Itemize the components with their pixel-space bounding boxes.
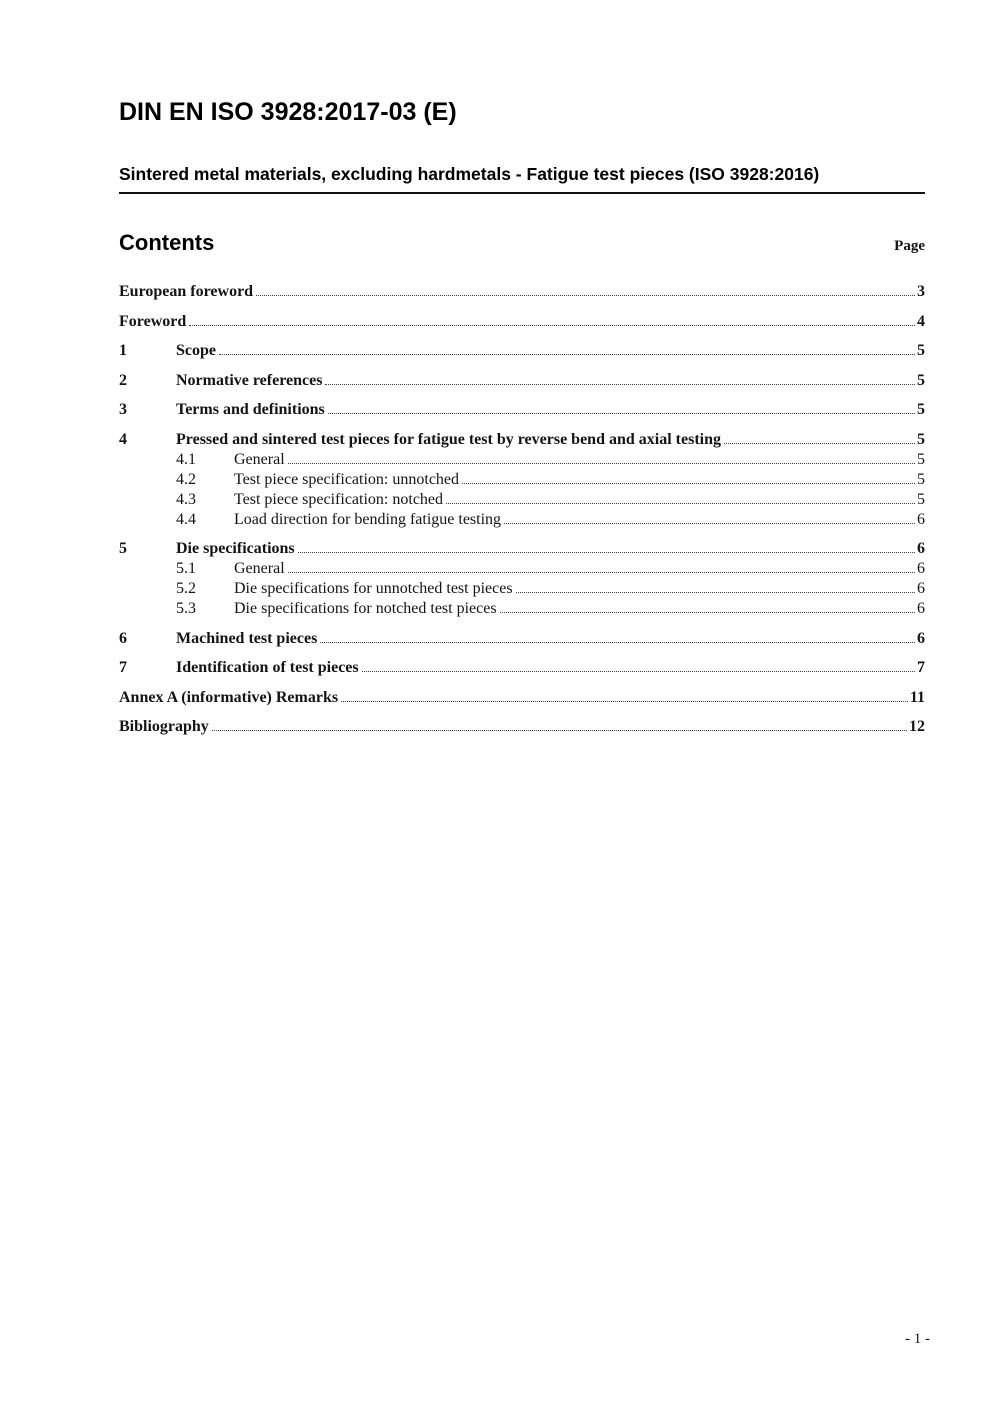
toc-entry — [119, 579, 925, 599]
toc-entry-label: Die specifications for notched test pieces — [234, 600, 497, 617]
toc-entry — [119, 658, 925, 678]
toc-entry-page: 6 — [917, 580, 925, 597]
toc-entry — [119, 490, 925, 510]
toc-entry-label: Annex A (informative) Remarks — [119, 688, 339, 706]
toc-entry — [119, 510, 925, 530]
toc-entry — [119, 282, 925, 302]
toc-entry — [119, 450, 925, 470]
toc-entry-number: 4.2 — [176, 470, 196, 488]
toc-entry-label: Die specifications for unnotched test pieces — [234, 580, 513, 597]
toc-entry — [119, 400, 925, 420]
toc-entry-page: 6 — [917, 510, 925, 528]
toc-entry — [119, 688, 925, 708]
toc-entry-label: General — [234, 560, 285, 577]
toc-entry-label: Pressed and sintered test pieces for fatigue test by reverse bend and axial testing — [176, 430, 721, 448]
toc-entry-page: 6 — [917, 600, 925, 617]
contents-heading: Contents — [119, 230, 215, 255]
toc-dot-leader — [298, 549, 915, 553]
toc-dot-leader — [328, 410, 915, 414]
toc-entry-page: 11 — [909, 688, 925, 706]
toc-entry-page: 5 — [917, 401, 925, 418]
toc-entry-page: 5 — [917, 490, 925, 508]
toc-dot-leader — [212, 727, 907, 731]
toc-entry-number: 7 — [119, 659, 127, 676]
toc-entry — [119, 341, 925, 361]
toc-dot-leader — [219, 351, 915, 355]
page-number-footer: - 1 - — [905, 1331, 930, 1347]
toc-dot-leader — [516, 589, 915, 593]
toc-entry-label: European foreword — [119, 283, 254, 300]
toc-entry-page: 5 — [917, 342, 925, 359]
toc-dot-leader — [446, 500, 915, 504]
toc-entry-number: 5.1 — [176, 560, 196, 577]
page-column-label: Page — [894, 238, 925, 254]
toc-dot-leader — [341, 698, 908, 702]
toc-entry-page: 5 — [917, 450, 925, 468]
toc-dot-leader — [325, 381, 915, 385]
toc-entry — [119, 717, 925, 737]
toc-entry-label: Die specifications — [176, 540, 295, 557]
toc-entry-label: Load direction for bending fatigue testing — [234, 510, 502, 528]
toc-entry-label: Terms and definitions — [176, 401, 325, 418]
toc-entry-number: 4.1 — [176, 450, 196, 468]
toc-entry-label: Scope — [176, 342, 216, 359]
toc-entry — [119, 470, 925, 490]
toc-entry-label: Identification of test pieces — [176, 659, 359, 676]
toc-dot-leader — [724, 440, 915, 444]
toc-entry-number: 5.3 — [176, 600, 196, 617]
toc-entry — [119, 629, 925, 649]
toc-entry — [119, 539, 925, 559]
toc-entry-page: 6 — [917, 629, 925, 647]
toc-entry-label: Bibliography — [119, 718, 209, 735]
toc-entry-number: 6 — [119, 629, 127, 647]
contents-header-row — [119, 230, 925, 256]
toc-entry-number: 1 — [119, 342, 127, 359]
toc-entry — [119, 371, 925, 391]
toc-entry-number: 4 — [119, 430, 127, 448]
toc-entry-page: 6 — [917, 560, 925, 577]
toc-dot-leader — [462, 480, 915, 484]
toc-entry — [119, 559, 925, 579]
document-subtitle: Sintered metal materials, excluding hardmetals - Fatigue test pieces (ISO 3928:2016) — [119, 164, 925, 194]
toc-entry-page: 3 — [917, 283, 925, 300]
toc-entry-page: 5 — [917, 371, 925, 389]
toc-entry-label: Machined test pieces — [176, 629, 318, 647]
document-title: DIN EN ISO 3928:2017-03 (E) — [119, 98, 457, 126]
toc-entry-number: 2 — [119, 371, 127, 389]
toc-entry-label: Test piece specification: notched — [234, 490, 444, 508]
toc-entry — [119, 312, 925, 332]
toc-entry-page: 12 — [909, 718, 925, 735]
toc-dot-leader — [189, 322, 915, 326]
toc-entry-number: 4.4 — [176, 510, 196, 528]
toc-entry-page: 4 — [917, 312, 925, 330]
toc-entry-number: 3 — [119, 401, 127, 418]
toc-dot-leader — [320, 639, 915, 643]
toc-entry-label: Normative references — [176, 371, 323, 389]
toc-dot-leader — [504, 520, 915, 524]
toc-entry-label: General — [234, 450, 285, 468]
toc-entry-label: Foreword — [119, 312, 187, 330]
toc-dot-leader — [256, 292, 915, 296]
toc-entry-page: 5 — [917, 430, 925, 448]
toc-entry-number: 5.2 — [176, 580, 196, 597]
toc-entry — [119, 599, 925, 619]
toc-dot-leader — [500, 609, 915, 613]
toc-entry-number: 4.3 — [176, 490, 196, 508]
toc-dot-leader — [362, 668, 915, 672]
toc-dot-leader — [288, 460, 915, 464]
table-of-contents — [119, 282, 925, 737]
page-content — [119, 0, 925, 737]
toc-dot-leader — [288, 569, 915, 573]
toc-entry-page: 7 — [917, 659, 925, 676]
toc-entry-number: 5 — [119, 540, 127, 557]
toc-entry-page: 5 — [917, 470, 925, 488]
toc-entry-label: Test piece specification: unnotched — [234, 470, 460, 488]
toc-entry-page: 6 — [917, 540, 925, 557]
toc-entry — [119, 430, 925, 450]
